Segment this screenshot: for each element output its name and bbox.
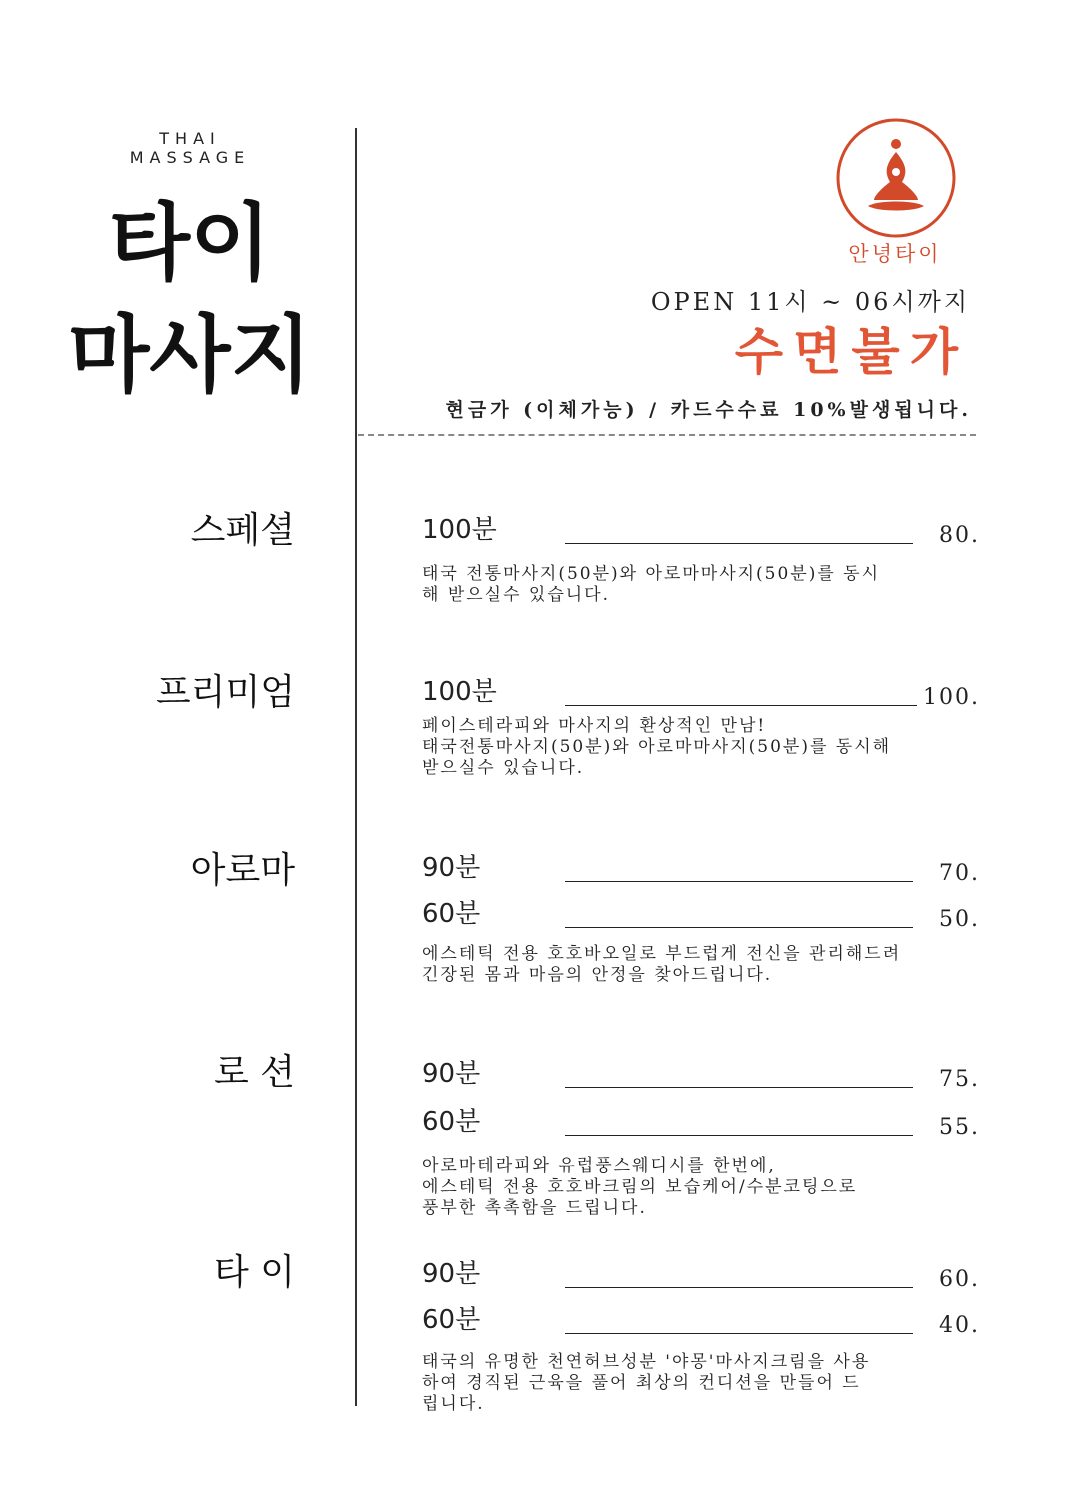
opening-hours: OPEN 11시 ~ 06시까지 [650, 288, 970, 316]
leader-line [565, 881, 913, 882]
header-dashed-divider [358, 434, 976, 436]
column-divider [355, 128, 357, 1406]
price: 80. [939, 523, 980, 548]
price-row [422, 1254, 982, 1294]
price: 50. [939, 907, 980, 932]
leader-line [565, 1287, 913, 1288]
page-title-line2: 마사지 [68, 306, 312, 404]
price-row [422, 1300, 982, 1340]
description-line: 아로마테라피와 유럽풍스웨디시를 한번에, [422, 1156, 776, 1176]
leader-line [565, 927, 913, 928]
description-lotion [422, 1156, 992, 1219]
price: 70. [939, 861, 980, 886]
lotus-meditation-logo-icon [834, 116, 958, 240]
price: 60. [939, 1267, 980, 1292]
description-aroma [422, 944, 992, 986]
duration: 100분 [422, 515, 497, 545]
page-title-line1: 타이 [108, 194, 272, 292]
price-row [422, 1102, 982, 1142]
description-line: 하여 경직된 근육을 풀어 최상의 컨디션을 만들어 드 [422, 1373, 861, 1393]
price-row [422, 672, 982, 712]
price-row [422, 894, 982, 934]
price: 75. [939, 1067, 980, 1092]
category-lotion: 로 션 [214, 1052, 295, 1093]
description-line: 태국전통마사지(50분)와 아로마마사지(50분)를 동시해 [422, 737, 892, 757]
description-line: 태국의 유명한 천연허브성분 '야몽'마사지크림을 사용 [422, 1352, 871, 1372]
category-premium: 프리미엄 [155, 672, 295, 713]
duration: 90분 [422, 1059, 481, 1089]
price-row [422, 848, 982, 888]
logo-text: 안녕타이 [848, 242, 942, 266]
price-row [422, 510, 982, 550]
description-line: 에스테틱 전용 호호바오일로 부드럽게 전신을 관리해드려 [422, 944, 902, 964]
category-special: 스페셜 [190, 510, 295, 551]
description-line: 립니다. [422, 1394, 485, 1414]
duration: 60분 [422, 1107, 481, 1137]
description-premium [422, 716, 992, 779]
price-row [422, 1054, 982, 1094]
leader-line [565, 1135, 913, 1136]
price: 55. [939, 1115, 980, 1140]
leader-line [565, 1087, 913, 1088]
duration: 60분 [422, 1305, 481, 1335]
eyebrow-thai: THAI [159, 129, 221, 148]
description-line: 받으실수 있습니다. [422, 758, 585, 778]
description-thai [422, 1352, 992, 1415]
leader-line [565, 543, 913, 544]
leader-line [565, 705, 917, 706]
description-line: 풍부한 촉촉함을 드립니다. [422, 1198, 647, 1218]
eyebrow-massage: MASSAGE [129, 148, 251, 167]
category-aroma: 아로마 [190, 850, 295, 891]
payment-notice: 현금가 (이체가능) / 카드수수료 10%발생됩니다. [445, 399, 972, 421]
price: 100. [923, 685, 980, 710]
description-line: 긴장된 몸과 마음의 안정을 찾아드립니다. [422, 965, 773, 985]
description-line: 페이스테라피와 마사지의 환상적인 만남! [422, 716, 767, 736]
duration: 60분 [422, 899, 481, 929]
duration: 90분 [422, 1259, 481, 1289]
description-line: 태국 전통마사지(50분)와 아로마마사지(50분)를 동시 [422, 564, 881, 584]
category-thai: 타 이 [214, 1252, 295, 1293]
duration: 90분 [422, 853, 481, 883]
no-sleep-notice: 수면불가 [734, 323, 968, 381]
price: 40. [939, 1313, 980, 1338]
leader-line [565, 1333, 913, 1334]
description-line: 에스테틱 전용 호호바크림의 보습케어/수분코팅으로 [422, 1177, 858, 1197]
description-special [422, 564, 992, 606]
description-line: 해 받으실수 있습니다. [422, 585, 611, 605]
duration: 100분 [422, 677, 497, 707]
